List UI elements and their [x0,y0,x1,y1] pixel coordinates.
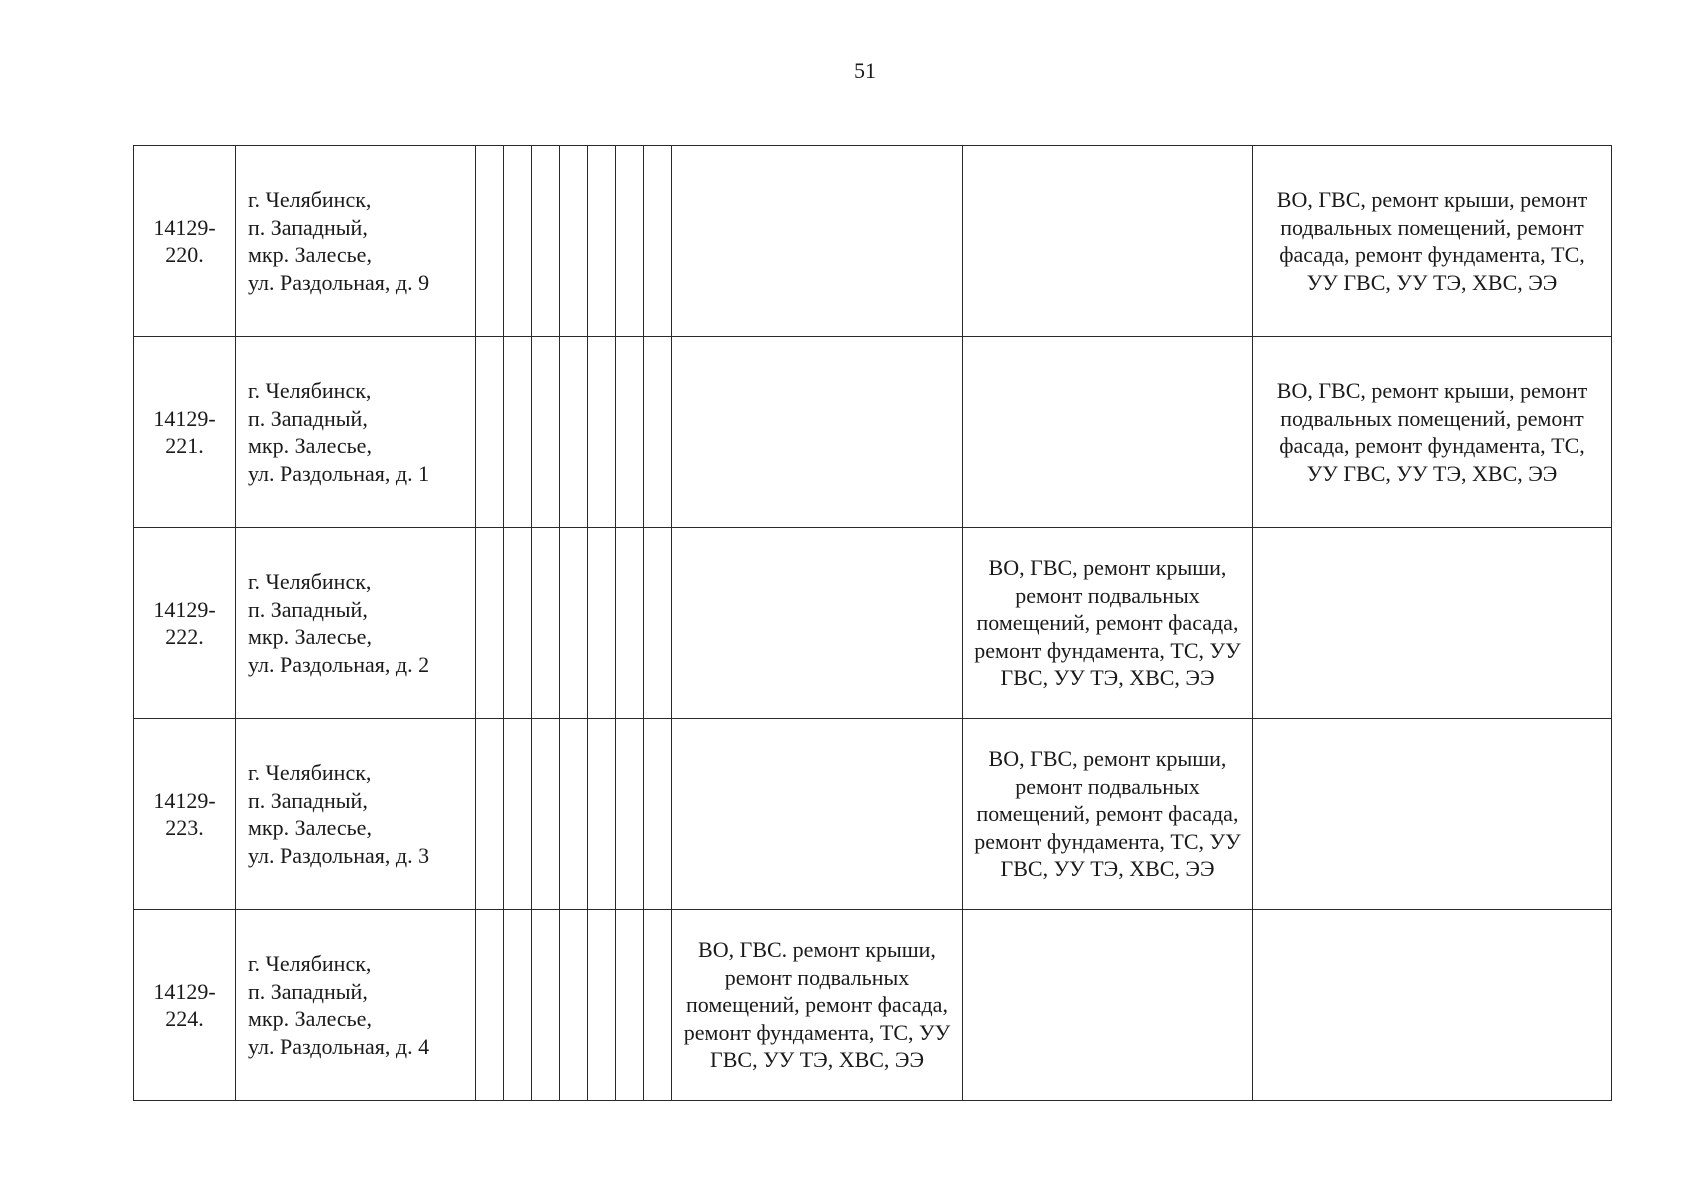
empty-narrow-cell [532,146,560,337]
empty-narrow-cell [588,337,616,528]
empty-works-cell [963,337,1253,528]
empty-narrow-cell [504,337,532,528]
address-line: п. Западный, [248,978,368,1004]
empty-narrow-cell [644,719,672,910]
row-number-line: 14129- [153,787,216,813]
empty-narrow-cell [588,146,616,337]
row-number-line: 14129- [153,596,216,622]
empty-narrow-cell [504,910,532,1101]
empty-narrow-cell [588,528,616,719]
empty-narrow-cell [504,719,532,910]
works-cell: ВО, ГВС, ремонт крыши, ремонт подвальных помещений, ремонт фасада, ремонт фундамента, ТС, УУ ГВС, УУ ТЭ, ХВС, ЭЭ [1253,337,1612,528]
page-number: 51 [854,58,876,83]
empty-works-cell [963,146,1253,337]
empty-narrow-cell [560,337,588,528]
row-number [134,719,236,910]
works-cell: ВО, ГВС, ремонт крыши, ремонт подвальных помещений, ремонт фасада, ремонт фундамента, ТС, УУ ГВС, УУ ТЭ, ХВС, ЭЭ [963,719,1253,910]
row-number [134,910,236,1101]
works-cell: ВО, ГВС, ремонт крыши, ремонт подвальных помещений, ремонт фасада, ремонт фундамента, ТС, УУ ГВС, УУ ТЭ, ХВС, ЭЭ [963,528,1253,719]
row-number-line: 221. [165,433,204,458]
empty-narrow-cell [644,528,672,719]
empty-works-cell [1253,719,1612,910]
address-line: ул. Раздольная, д. 1 [248,460,430,486]
empty-narrow-cell [588,719,616,910]
empty-narrow-cell [616,528,644,719]
address-line: г. Челябинск, [248,951,372,976]
row-number [134,146,236,337]
empty-works-cell [1253,528,1612,719]
address-line: п. Западный, [248,405,368,431]
address-line: ул. Раздольная, д. 9 [248,269,430,295]
address-cell [236,528,476,719]
address-line: п. Западный, [248,787,368,813]
row-number-line: 222. [165,624,204,649]
row-number-line: 14129- [153,214,216,240]
works-cell: ВО, ГВС. ремонт крыши, ремонт подвальных помещений, ремонт фасада, ремонт фундамента, ТС, УУ ГВС, УУ ТЭ, ХВС, ЭЭ [672,910,963,1101]
empty-narrow-cell [504,528,532,719]
empty-works-cell [1253,910,1612,1101]
empty-narrow-cell [644,910,672,1101]
row-number-line: 14129- [153,405,216,431]
address-line: ул. Раздольная, д. 2 [248,651,430,677]
empty-narrow-cell [616,146,644,337]
empty-works-cell [963,910,1253,1101]
table-row [134,910,1612,1101]
address-line: г. Челябинск, [248,378,372,403]
empty-works-cell [672,719,963,910]
row-number-line: 220. [165,242,204,267]
table-row [134,146,1612,337]
empty-narrow-cell [616,719,644,910]
empty-narrow-cell [616,910,644,1101]
registry-table [133,145,1612,1101]
address-line: ул. Раздольная, д. 3 [248,842,430,868]
empty-narrow-cell [532,528,560,719]
row-number [134,528,236,719]
address-line: п. Западный, [248,214,368,240]
address-line: мкр. Залесье, [248,433,372,458]
row-number [134,337,236,528]
empty-narrow-cell [476,528,504,719]
empty-narrow-cell [644,337,672,528]
address-line: г. Челябинск, [248,760,372,785]
table-row [134,528,1612,719]
empty-narrow-cell [560,146,588,337]
empty-narrow-cell [476,719,504,910]
empty-narrow-cell [560,910,588,1101]
address-line: ул. Раздольная, д. 4 [248,1033,430,1059]
address-line: п. Западный, [248,596,368,622]
address-cell [236,146,476,337]
address-cell [236,719,476,910]
empty-narrow-cell [588,910,616,1101]
empty-narrow-cell [532,719,560,910]
row-number-line: 224. [165,1006,204,1031]
row-number-line: 14129- [153,978,216,1004]
empty-works-cell [672,146,963,337]
address-line: г. Челябинск, [248,187,372,212]
empty-works-cell [672,528,963,719]
empty-narrow-cell [476,910,504,1101]
empty-narrow-cell [476,146,504,337]
row-number-line: 223. [165,815,204,840]
works-cell: ВО, ГВС, ремонт крыши, ремонт подвальных помещений, ремонт фасада, ремонт фундамента, ТС, УУ ГВС, УУ ТЭ, ХВС, ЭЭ [1253,146,1612,337]
empty-narrow-cell [616,337,644,528]
address-cell [236,337,476,528]
address-line: мкр. Залесье, [248,815,372,840]
empty-narrow-cell [504,146,532,337]
empty-narrow-cell [532,337,560,528]
empty-narrow-cell [560,719,588,910]
address-line: мкр. Залесье, [248,624,372,649]
table-row [134,719,1612,910]
address-line: мкр. Залесье, [248,242,372,267]
empty-narrow-cell [560,528,588,719]
address-line: мкр. Залесье, [248,1006,372,1031]
empty-works-cell [672,337,963,528]
address-line: г. Челябинск, [248,569,372,594]
address-cell [236,910,476,1101]
empty-narrow-cell [532,910,560,1101]
table-row [134,337,1612,528]
empty-narrow-cell [644,146,672,337]
empty-narrow-cell [476,337,504,528]
